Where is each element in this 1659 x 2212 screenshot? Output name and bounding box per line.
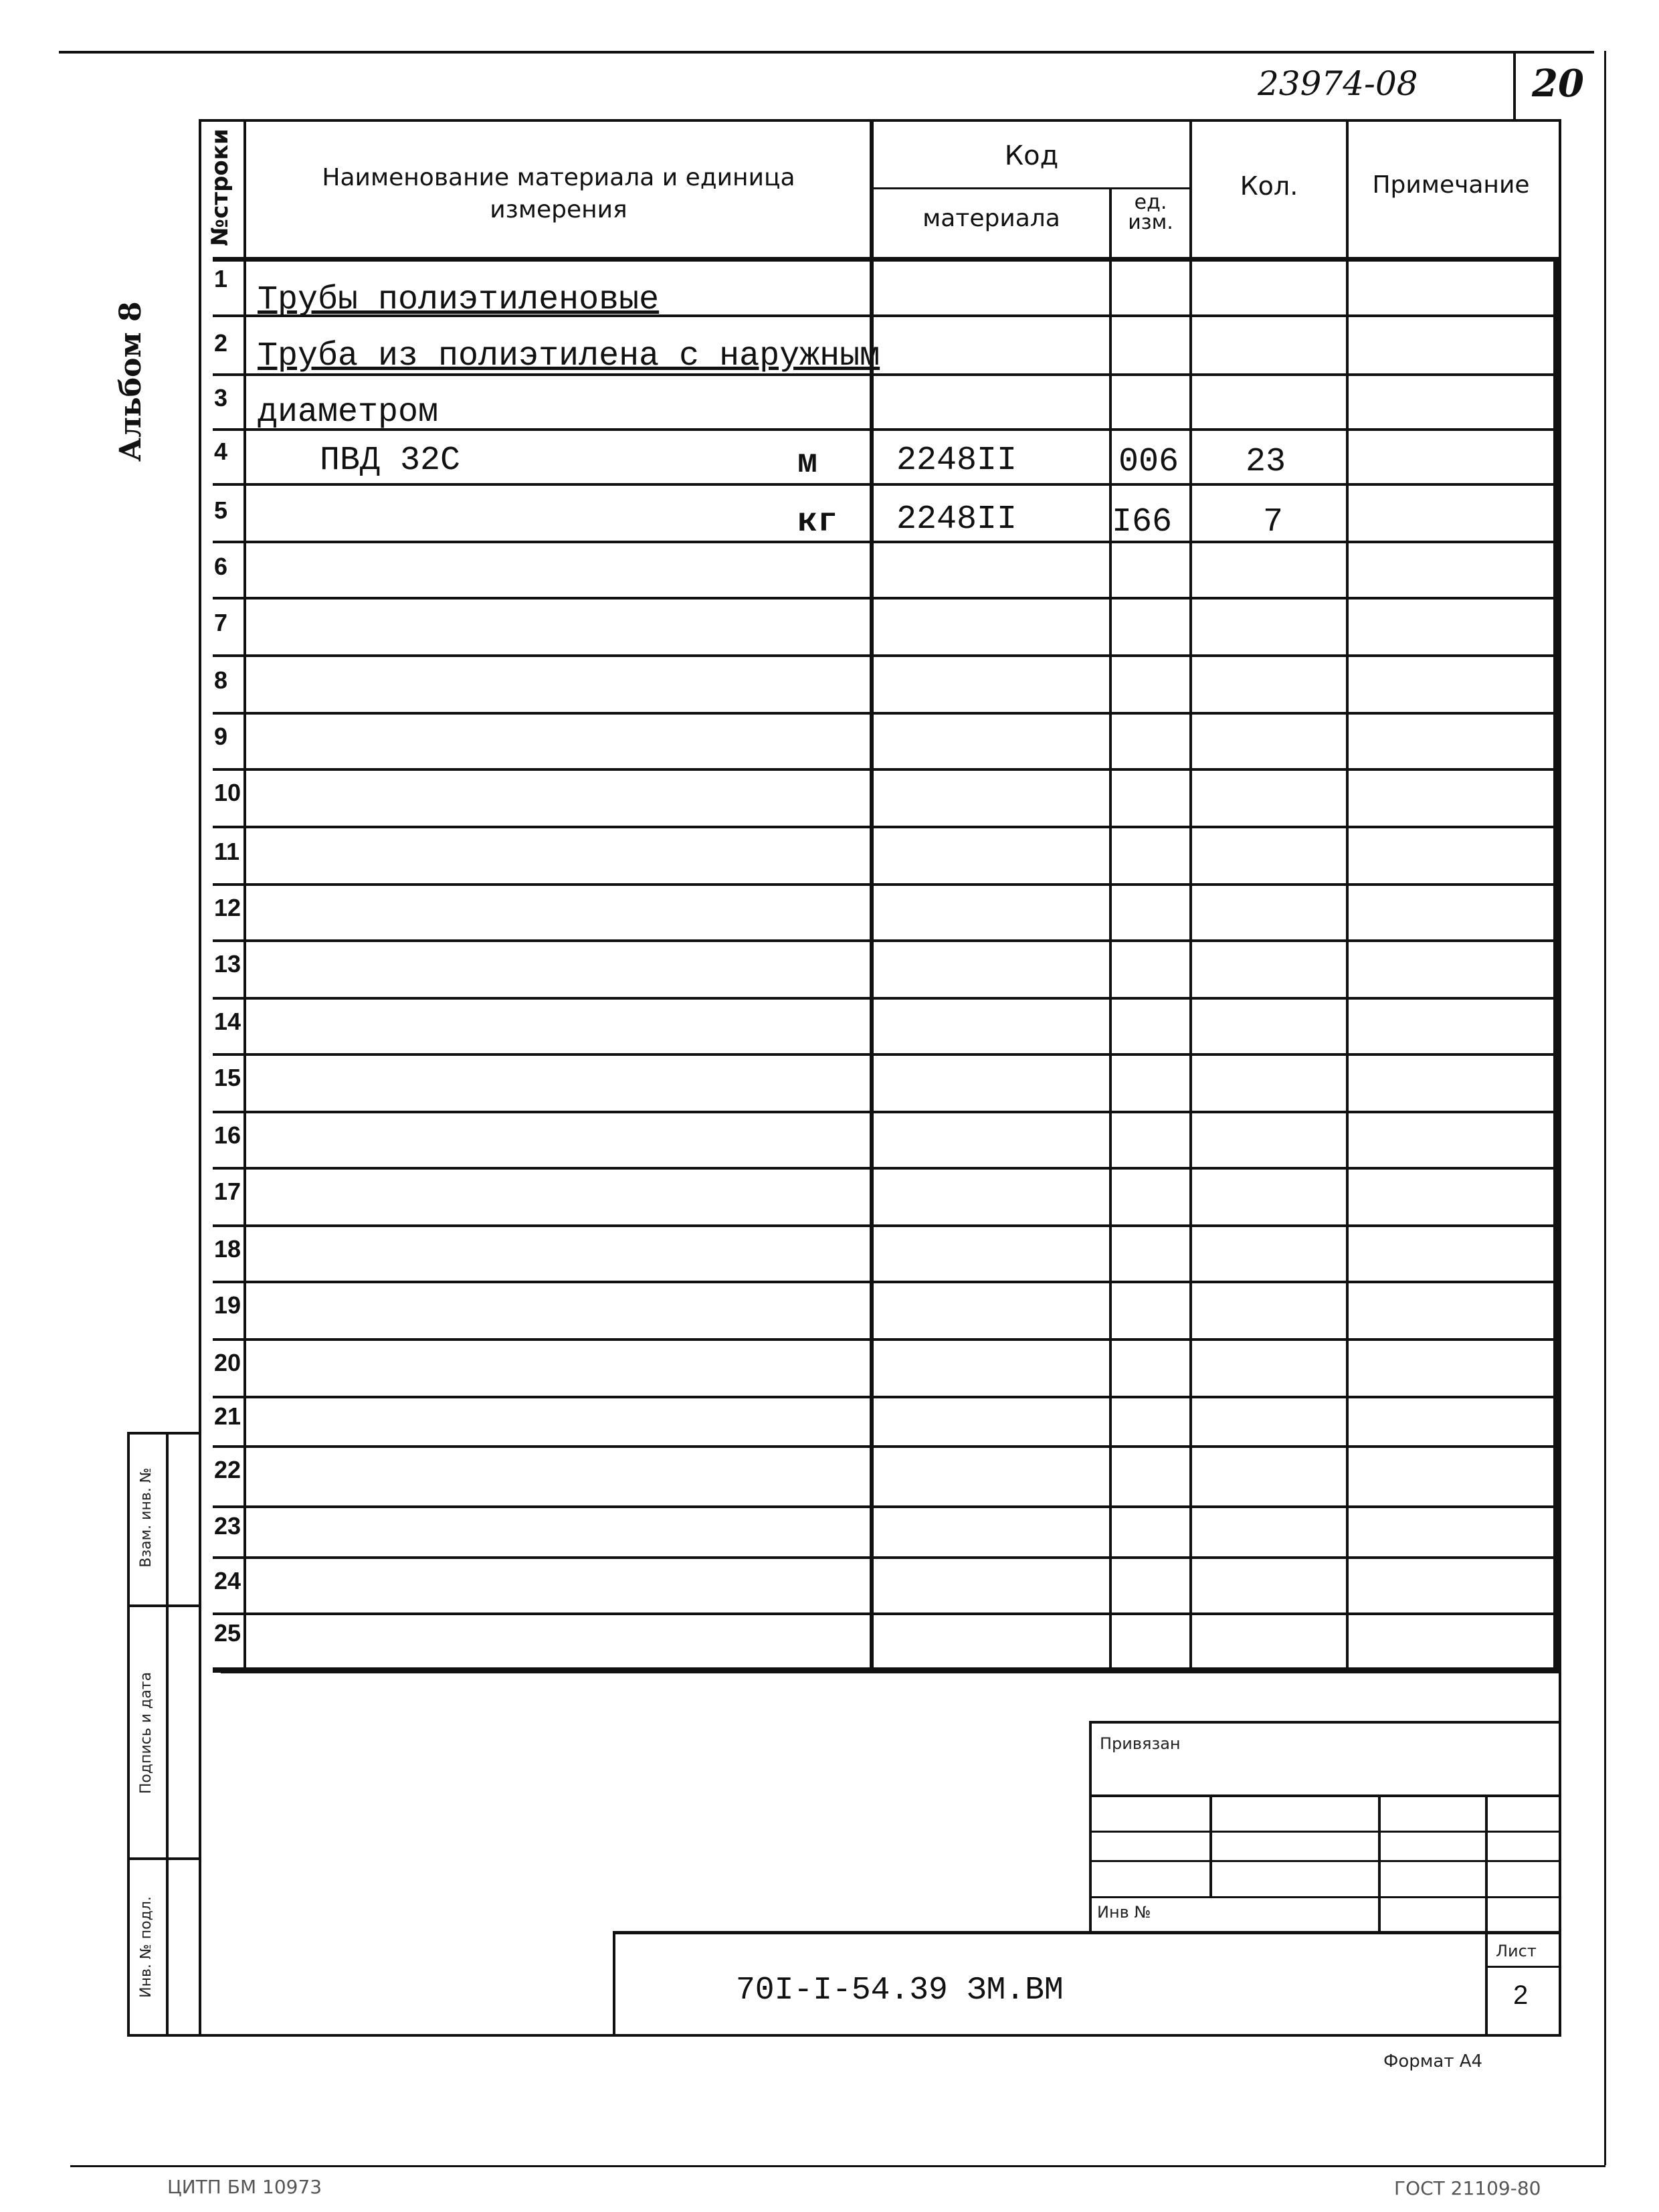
row-number: 10: [214, 779, 241, 806]
header-bottom: [213, 257, 1561, 262]
stamp-list-label: Лист: [1496, 1942, 1537, 1960]
side-strip-left: [127, 1432, 130, 2034]
stamp-list-value: 2: [1513, 1980, 1529, 2010]
side-strip-top: [127, 1432, 201, 1435]
row-line: [213, 597, 1559, 600]
stamp-grid-line: [1089, 1860, 1561, 1862]
row-line: [213, 768, 1559, 771]
row-number: 3: [214, 384, 228, 411]
header-name: Наименование материала и единица измерения: [322, 164, 795, 223]
album-label: Альбом 8: [114, 301, 148, 462]
row-line: [213, 826, 1559, 828]
row-line: [213, 1505, 1559, 1508]
row-4-unit: м: [797, 444, 818, 482]
row-1-name: Трубы полиэтиленовые: [258, 281, 660, 319]
stamp-main-top: [613, 1931, 1561, 1934]
row-number: 16: [214, 1121, 241, 1149]
row-number: 18: [214, 1235, 241, 1263]
side-strip-sep2: [127, 1857, 201, 1860]
row-5-unit: кг: [797, 503, 838, 541]
row-5-unit-code: I66: [1112, 503, 1173, 541]
row-3-name: диаметром: [258, 393, 439, 432]
row-line: [213, 712, 1559, 715]
row-line: [213, 1612, 1559, 1615]
stamp-privyazan-label: Привязан: [1100, 1734, 1181, 1753]
header-qty: Кол.: [1240, 171, 1298, 201]
side-label-inv: Инв. № подл.: [138, 1896, 155, 1998]
row-number: 24: [214, 1567, 241, 1594]
row-line: [213, 1281, 1559, 1283]
stamp-inv-no-label: Инв №: [1097, 1903, 1151, 1922]
thick-right-inner: [1553, 257, 1559, 1671]
col-matcode-right: [1109, 187, 1112, 1671]
stamp-grid-col: [1485, 1794, 1488, 2034]
row-line: [213, 1396, 1559, 1398]
row-4-qty: 23: [1246, 443, 1286, 481]
format-label: Формат А4: [1383, 2051, 1483, 2071]
row-number: 9: [214, 723, 228, 750]
row-number: 17: [214, 1178, 241, 1205]
stamp-list-divider: [1485, 1966, 1561, 1968]
row-line: [213, 1053, 1559, 1056]
row-4-unit-code: 006: [1118, 443, 1179, 481]
row-4-material-code: 2248II: [896, 442, 1017, 480]
row-number: 2: [214, 329, 228, 357]
col-qty-right: [1346, 119, 1349, 1671]
stamp-grid-line: [1089, 1831, 1561, 1833]
row-5-qty: 7: [1263, 503, 1284, 541]
code-header-divider: [870, 187, 1191, 189]
stamp-designation: 70I-I-54.39 ЗМ.ВМ: [736, 1972, 1064, 2009]
row-line: [213, 483, 1559, 486]
stamp-priv-left: [1089, 1721, 1092, 1934]
side-strip-sep1: [127, 1604, 201, 1607]
footer-left: ЦИТП БМ 10973: [167, 2176, 322, 2198]
row-number: 19: [214, 1291, 241, 1319]
stamp-grid-line: [1089, 1896, 1561, 1898]
frame-top: [199, 119, 1561, 122]
row-line: [213, 1556, 1559, 1559]
row-line: [213, 997, 1559, 1000]
header-note: Примечание: [1372, 171, 1530, 199]
row-line: [213, 1167, 1559, 1170]
header-code: Код: [1004, 141, 1059, 171]
page-number-box-left: [1513, 51, 1516, 120]
stamp-grid-col: [1378, 1794, 1381, 1934]
row-number: 22: [214, 1456, 241, 1483]
row-4-name: ПВД 32С: [320, 442, 461, 480]
side-label-podpis: Подпись и дата: [138, 1671, 155, 1794]
row-line: [213, 939, 1559, 942]
row-number: 6: [214, 553, 228, 580]
stamp-grid-col: [1209, 1794, 1212, 1896]
stamp-main-left: [613, 1931, 615, 2035]
doc-number: 23974-08: [1258, 64, 1418, 103]
bottom-rule: [70, 2165, 1605, 2167]
footer-right: ГОСТ 21109-80: [1394, 2177, 1541, 2199]
row-line: [213, 1224, 1559, 1227]
row-number: 21: [214, 1402, 241, 1430]
side-strip-divider: [166, 1432, 169, 2034]
right-border-line: [1604, 51, 1606, 2165]
row-number: 1: [214, 265, 228, 292]
row-number: 8: [214, 666, 228, 694]
row-line: [213, 1338, 1559, 1341]
row-5-material-code: 2248II: [896, 500, 1017, 539]
row-number: 11: [214, 838, 240, 865]
col-unitcode-right: [1189, 119, 1192, 1671]
row-line: [213, 1111, 1559, 1113]
row-line: [213, 654, 1559, 657]
header-code-unit: ед. изм.: [1128, 191, 1173, 234]
row-number: 5: [214, 496, 228, 524]
row-number: 13: [214, 950, 241, 978]
page-number: 20: [1532, 62, 1584, 106]
row-line: [213, 541, 1559, 543]
frame-left: [199, 119, 201, 2035]
row-number: 23: [214, 1512, 241, 1540]
row-number: 20: [214, 1349, 241, 1376]
row-number: 7: [214, 609, 228, 636]
row-line: [213, 883, 1559, 886]
row-2-name: Труба из полиэтилена с наружным: [258, 337, 880, 375]
stamp-priv-top: [1089, 1721, 1561, 1724]
row-line: [213, 1445, 1559, 1448]
row-number: 4: [214, 438, 228, 465]
header-code-material: материала: [922, 205, 1060, 232]
header-row-no: №строки: [207, 128, 233, 246]
row-number: 12: [214, 894, 241, 921]
row-number: 15: [214, 1064, 241, 1091]
frame-right: [1559, 119, 1561, 2035]
stamp-top-line: [221, 1671, 1561, 1673]
stamp-grid-line: [1089, 1794, 1561, 1797]
row-number: 14: [214, 1008, 241, 1035]
frame-bottom: [127, 2034, 1561, 2037]
side-label-vzam: Взам. инв. №: [138, 1467, 155, 1568]
row-number: 25: [214, 1619, 241, 1647]
top-rule: [59, 51, 1594, 54]
